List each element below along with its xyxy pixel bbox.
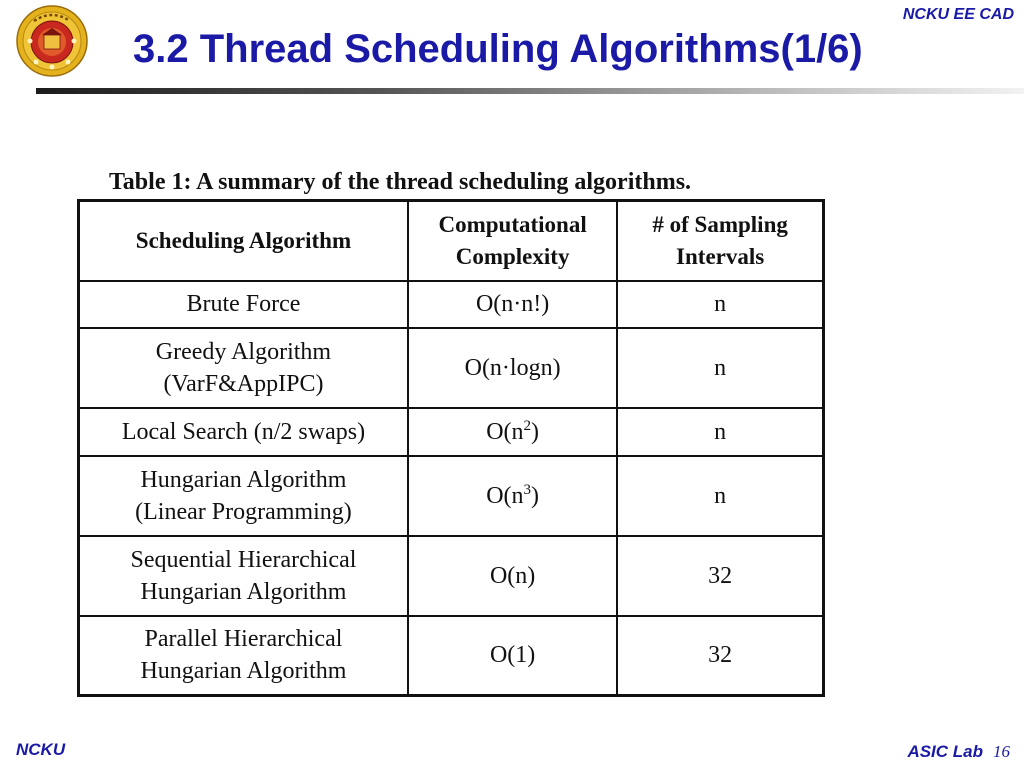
table-row bbox=[79, 536, 824, 616]
table-row bbox=[79, 616, 824, 696]
algorithm-line: Parallel Hierarchical bbox=[144, 626, 343, 653]
intervals-cell: n bbox=[617, 281, 823, 328]
table-row bbox=[79, 281, 824, 328]
page-title: 3.2 Thread Scheduling Algorithms(1/6) bbox=[133, 27, 863, 71]
complexity-cell bbox=[408, 456, 617, 536]
algorithm-line: Hungarian Algorithm bbox=[140, 578, 347, 605]
header-intervals bbox=[617, 201, 823, 281]
complexity-tail: ) bbox=[531, 482, 540, 509]
complexity-exponent: 3 bbox=[523, 481, 532, 498]
table-row bbox=[79, 328, 824, 408]
algorithm-line: Local Search (n/2 swaps) bbox=[121, 418, 366, 445]
intervals-cell: 32 bbox=[617, 536, 823, 616]
algorithm-cell bbox=[79, 281, 408, 328]
intervals-cell: n bbox=[617, 456, 823, 536]
ncku-emblem-icon bbox=[16, 5, 88, 77]
header-complexity bbox=[408, 201, 617, 281]
page-number: 16 bbox=[993, 742, 1010, 761]
algorithm-cell bbox=[79, 616, 408, 696]
footer-left-label: NCKU bbox=[16, 740, 66, 759]
complexity-value: O(n·logn) bbox=[464, 354, 561, 381]
intervals-cell: n bbox=[617, 408, 823, 456]
complexity-exponent: 2 bbox=[523, 417, 532, 434]
table-caption: Table 1: A summary of the thread scheduling algorithms. bbox=[109, 169, 692, 195]
complexity-cell bbox=[408, 536, 617, 616]
footer-right bbox=[907, 742, 1010, 762]
table-header-row bbox=[79, 201, 824, 281]
algorithm-cell bbox=[79, 536, 408, 616]
complexity-value: O(n) bbox=[489, 562, 536, 589]
complexity-value: O(1) bbox=[489, 642, 536, 669]
complexity-value: O(n·n!) bbox=[475, 291, 550, 317]
algorithm-cell bbox=[79, 456, 408, 536]
complexity-cell bbox=[408, 616, 617, 696]
algorithm-line: Greedy Algorithm bbox=[155, 338, 332, 365]
header-complexity-line: Complexity bbox=[455, 243, 570, 269]
footer-lab-label: ASIC Lab bbox=[907, 742, 983, 761]
algorithm-line: (Linear Programming) bbox=[135, 498, 352, 525]
algorithm-line: Sequential Hierarchical bbox=[130, 546, 357, 573]
complexity-cell bbox=[408, 408, 617, 456]
algorithm-line: Brute Force bbox=[186, 291, 301, 317]
complexity-tail: ) bbox=[531, 418, 540, 445]
complexity-cell bbox=[408, 328, 617, 408]
brand-label: NCKU EE CAD bbox=[902, 6, 1014, 23]
header-algorithm: Scheduling Algorithm bbox=[79, 201, 408, 281]
intervals-cell: n bbox=[617, 328, 823, 408]
complexity-value: O(n bbox=[486, 418, 524, 445]
header-intervals-line: Intervals bbox=[676, 243, 765, 269]
header-complexity-line: Computational bbox=[438, 211, 587, 237]
table-row bbox=[79, 408, 824, 456]
algorithm-line: Hungarian Algorithm bbox=[140, 466, 347, 493]
title-divider bbox=[36, 88, 1024, 94]
summary-table bbox=[77, 199, 825, 697]
complexity-value: O(n bbox=[486, 482, 524, 509]
algorithm-line: Hungarian Algorithm bbox=[140, 658, 347, 685]
header-intervals-line: # of Sampling bbox=[652, 211, 788, 237]
intervals-cell: 32 bbox=[617, 616, 823, 696]
algorithm-line: (VarF&AppIPC) bbox=[163, 370, 324, 397]
algorithm-cell bbox=[79, 328, 408, 408]
algorithm-cell bbox=[79, 408, 408, 456]
table-row bbox=[79, 456, 824, 536]
complexity-cell bbox=[408, 281, 617, 328]
